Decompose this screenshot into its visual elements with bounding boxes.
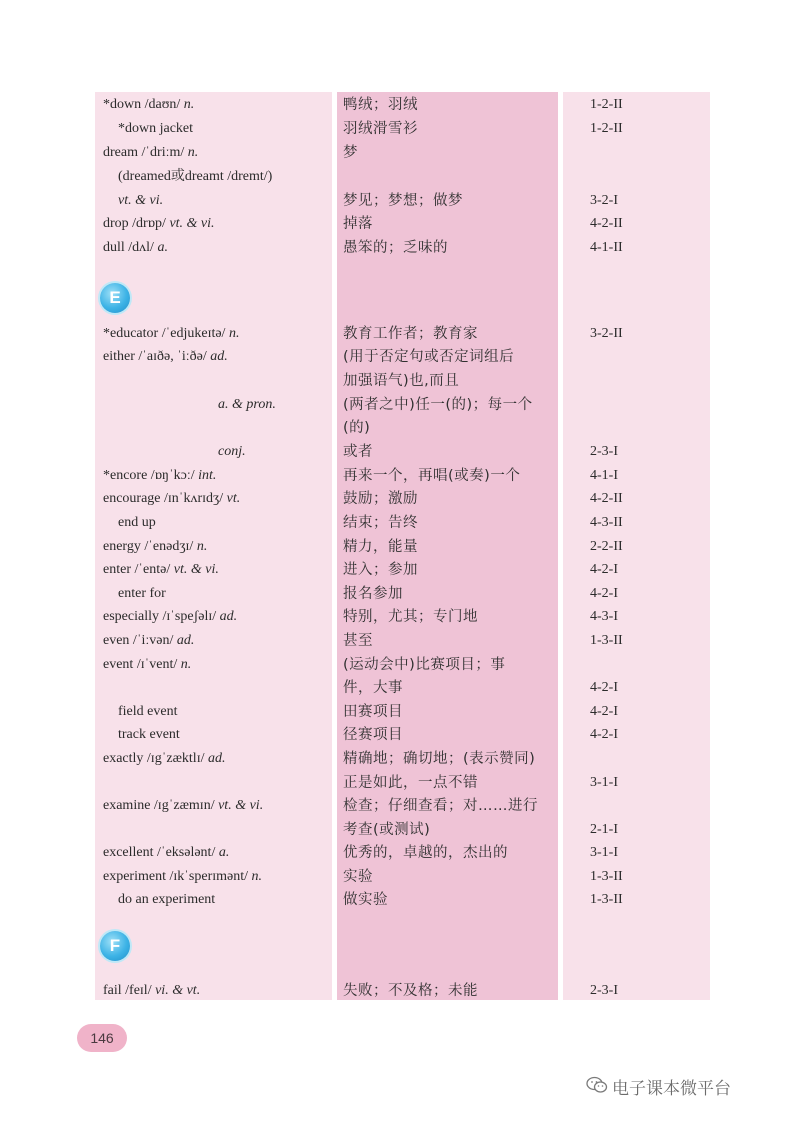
part-of-speech: a. & pron. [218,397,276,412]
glossary-row [0,369,800,393]
entry-headword [118,189,163,213]
glossary-row [0,979,800,1003]
section-letter-badge: F [100,931,130,961]
entry-meaning: 愚笨的；乏味的 [343,240,448,256]
entry-meaning: 鼓励；激励 [343,491,418,507]
glossary-row [0,93,800,117]
entry-headword: even /ˈiːvən/ ad. [103,633,195,648]
entry-meaning: 教育工作者；教育家 [343,326,478,342]
entry-headword: examine /ɪgˈzæmɪn/ vt. & vi. [103,798,264,813]
part-of-speech: n. [183,97,195,112]
part-of-speech: a. [157,240,168,255]
part-of-speech: vt. & vi. [118,193,164,208]
glossary-row [0,558,800,582]
part-of-speech: vt. & vi. [218,798,264,813]
glossary-row [0,629,800,653]
entry-headword: do an experiment [118,892,216,907]
entry-meaning: (运动会中)比赛项目；事 [343,657,506,673]
glossary-row [0,605,800,629]
glossary-row [0,141,800,165]
part-of-speech: n. [228,326,240,341]
entry-unit-ref: 4-2-I [590,562,618,577]
entry-unit-ref: 4-3-II [590,515,623,530]
entry-unit-ref: 3-1-I [590,775,618,790]
entry-headword: enter /ˈentə/ vt. & vi. [103,562,219,577]
entry-meaning: (两者之中)任一(的)；每一个 [343,397,533,413]
entry-meaning: (的) [343,420,371,436]
entry-headword: exactly /ɪgˈzæktlɪ/ ad. [103,751,226,766]
entry-unit-ref: 4-2-II [590,491,623,506]
entry-headword: field event [118,704,178,719]
entry-meaning: 径赛项目 [343,727,403,743]
part-of-speech: n. [180,657,192,672]
entry-meaning: 梦 [343,145,358,161]
glossary-row [0,165,800,189]
glossary-row [0,771,800,795]
part-of-speech: a. [218,845,230,860]
entry-meaning: 精确地；确切地；(表示赞同) [343,751,536,767]
part-of-speech: vt. & vi. [169,216,215,231]
part-of-speech: ad. [176,633,195,648]
entry-unit-ref: 4-2-II [590,216,623,231]
entry-unit-ref: 4-2-I [590,704,618,719]
entry-headword: track event [118,727,180,742]
glossary-row [0,747,800,771]
entry-unit-ref: 4-1-I [590,468,618,483]
entry-unit-ref: 4-2-I [590,680,618,695]
entry-unit-ref: 3-2-I [590,193,618,208]
entry-meaning: 结束；告终 [343,515,418,531]
entry-meaning: 报名参加 [343,586,403,602]
glossary-row [0,345,800,369]
entry-headword [218,440,246,464]
part-of-speech: conj. [218,444,246,459]
entry-headword: dull /dʌl/ a. [103,240,168,255]
glossary-row [0,117,800,141]
entry-unit-ref: 3-1-I [590,845,618,860]
entry-headword: dream /ˈdriːm/ n. [103,145,199,160]
entry-meaning: 加强语气)也,而且 [343,373,460,389]
part-of-speech: vt. [226,491,241,506]
entry-meaning: 件，大事 [343,680,403,696]
entry-headword: either /ˈaɪðə, ˈiːðə/ ad. [103,349,228,364]
glossary-row [0,818,800,842]
entry-meaning: 掉落 [343,216,373,232]
part-of-speech: vi. & vt. [155,983,201,998]
entry-unit-ref: 1-3-II [590,869,623,884]
entry-unit-ref: 2-2-II [590,539,623,554]
glossary-row [0,865,800,889]
entry-meaning: 甚至 [343,633,373,649]
entry-unit-ref: 1-2-II [590,97,623,112]
watermark-text: 电子课本微平台 [612,1079,731,1099]
glossary-row [0,582,800,606]
glossary-row [0,440,800,464]
entry-meaning: 特别，尤其；专门地 [343,609,478,625]
entry-unit-ref: 4-2-I [590,586,618,601]
glossary-row [0,653,800,677]
entry-meaning: 失败；不及格；未能 [343,983,478,999]
entry-meaning: 考查(或测试) [343,822,431,838]
entry-headword: encourage /ɪnˈkʌrɪdʒ/ vt. [103,491,241,506]
entry-meaning: 鸭绒；羽绒 [343,97,418,113]
entry-headword: *down /daʊn/ n. [103,97,195,112]
glossary-row [0,236,800,260]
entry-headword: drop /drɒp/ vt. & vi. [103,216,215,231]
entry-headword: *educator /ˈedjukeɪtə/ n. [103,326,240,341]
entry-unit-ref: 1-3-II [590,633,623,648]
entry-meaning: 实验 [343,869,373,885]
glossary-row [0,535,800,559]
entry-headword: (dreamed或dreamt /dremt/) [118,169,273,184]
glossary-row [0,322,800,346]
glossary-row [0,189,800,213]
wechat-icon [586,1076,608,1094]
entry-headword: *down jacket [118,121,194,136]
page-number: 146 [77,1024,127,1052]
entry-headword: especially /ɪˈspeʃəlɪ/ ad. [103,609,238,624]
entry-headword: fail /feɪl/ vi. & vt. [103,983,201,998]
entry-headword: event /ɪˈvent/ n. [103,657,192,672]
entry-meaning: 田赛项目 [343,704,403,720]
part-of-speech: ad. [219,609,238,624]
glossary-row [0,841,800,865]
entry-meaning: 做实验 [343,892,388,908]
glossary-row [0,700,800,724]
entry-meaning: (用于否定句或否定词组后 [343,349,515,365]
part-of-speech: n. [196,539,208,554]
entry-headword: energy /ˈenədʒɪ/ n. [103,539,208,554]
entry-meaning: 优秀的，卓越的，杰出的 [343,845,508,861]
entry-meaning: 再来一个，再唱(或奏)一个 [343,468,521,484]
entry-unit-ref: 2-3-I [590,444,618,459]
glossary-row [0,487,800,511]
part-of-speech: n. [187,145,199,160]
entry-meaning: 或者 [343,444,373,460]
glossary-row [0,416,800,440]
part-of-speech: int. [198,468,217,483]
entry-headword: experiment /ɪkˈsperɪmənt/ n. [103,869,263,884]
glossary-row [0,676,800,700]
entry-unit-ref: 2-1-I [590,822,618,837]
entry-meaning: 梦见；梦想；做梦 [343,193,463,209]
entry-meaning: 羽绒滑雪衫 [343,121,418,137]
part-of-speech: ad. [210,349,228,364]
part-of-speech: ad. [207,751,226,766]
entry-meaning: 检查；仔细查看；对……进行 [343,798,538,814]
glossary-row [0,511,800,535]
entry-headword: *encore /ɒŋˈkɔː/ int. [103,468,217,483]
entry-unit-ref: 1-2-II [590,121,623,136]
entry-unit-ref: 3-2-II [590,326,623,341]
entry-meaning: 进入；参加 [343,562,418,578]
entry-headword: end up [118,515,156,530]
entry-headword: excellent /ˈeksələnt/ a. [103,845,230,860]
entry-headword: enter for [118,586,166,601]
entry-unit-ref: 4-2-I [590,727,618,742]
part-of-speech: vt. & vi. [173,562,219,577]
entry-meaning: 正是如此，一点不错 [343,775,478,791]
glossary-row [0,723,800,747]
glossary-row [0,212,800,236]
entry-meaning: 精力，能量 [343,539,418,555]
part-of-speech: n. [251,869,263,884]
glossary-row [0,464,800,488]
entry-unit-ref: 2-3-I [590,983,618,998]
entry-unit-ref: 4-3-I [590,609,618,624]
entry-headword [218,393,276,417]
glossary-row [0,393,800,417]
entry-unit-ref: 4-1-II [590,240,623,255]
glossary-row [0,794,800,818]
section-letter-badge: E [100,283,130,313]
glossary-row [0,888,800,912]
entry-unit-ref: 1-3-II [590,892,623,907]
